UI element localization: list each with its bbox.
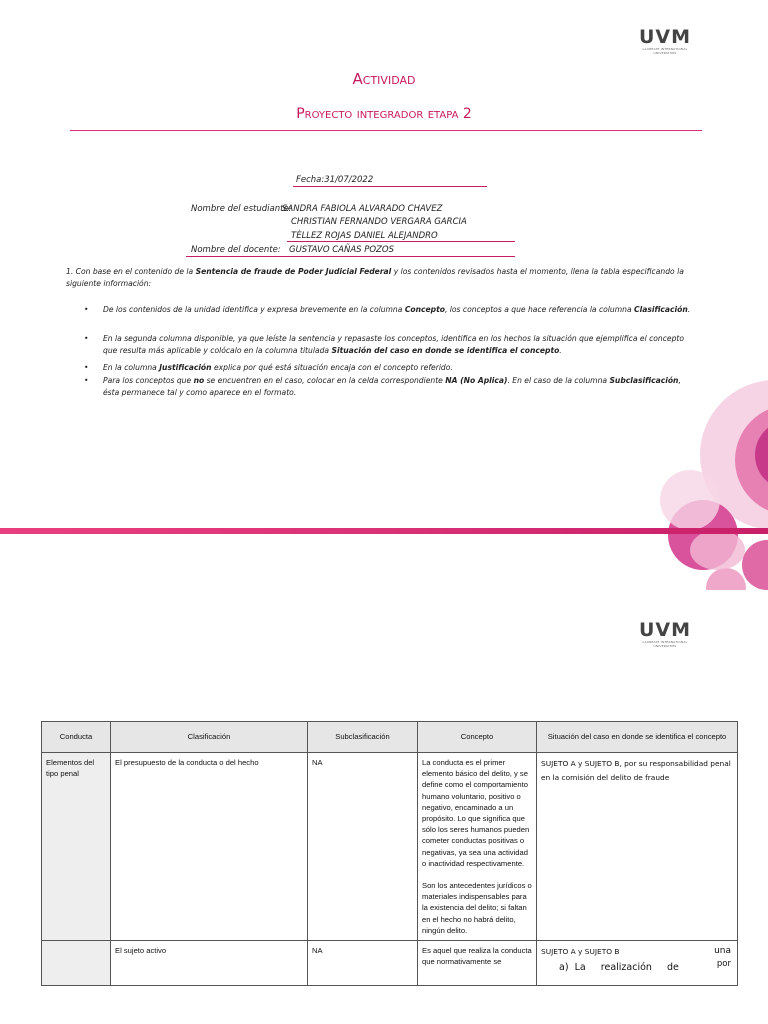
header-subclasificacion: Subclasificación <box>308 722 418 753</box>
uvm-logo <box>634 27 696 55</box>
cell-clasificacion: El presupuesto de la conducta o del hecho <box>111 753 308 941</box>
cell-subclasificacion: NA <box>308 941 418 986</box>
page-subtitle: Proyecto integrador etapa 2 <box>296 106 472 122</box>
concepto-paragraph-1: La conducta es el primer elemento básico del delito, y se define como el comportamiento humano voluntario, positivo o negativo, encaminado a un propósito. Lo que significa que sólo los seres humanos pueden cometer conductas positivas o negativas, ya sea una actividad o inactividad respectivamente. <box>422 758 530 868</box>
student-name-3: TÈLLEZ ROJAS DANIEL ALEJANDRO <box>291 231 438 241</box>
page-2 <box>0 590 768 1024</box>
teacher-underline <box>186 256 515 257</box>
header-clasificacion: Clasificación <box>111 722 308 753</box>
cell-situacion: SUJETO A y SUJETO B, por su responsabilidad penal en la comisión del delito de fraude <box>537 753 738 941</box>
header-situacion: Situación del caso en donde se identifica el concepto <box>537 722 738 753</box>
logo-tagline: LAUREATE INTERNATIONAL UNIVERSITIES <box>642 640 688 648</box>
cell-conducta: Elementos del tipo penal <box>42 753 111 941</box>
date-underline <box>293 186 487 187</box>
teacher-name: GUSTAVO CAÑAS POZOS <box>289 245 394 255</box>
logo-tagline: LAUREATE INTERNATIONAL UNIVERSITIES <box>642 47 688 55</box>
situacion-item-a: a) La realización de <box>559 962 679 974</box>
title-divider <box>70 130 702 131</box>
instructions-intro: 1. Con base en el contenido de la Sentencia de fraude de Poder Judicial Federal y los contenidos revisados hasta el momento, llena la tabla especificando la siguiente información: <box>66 267 684 288</box>
cell-situacion <box>537 941 738 986</box>
logo-text: UVM <box>638 619 692 641</box>
teacher-label: Nombre del docente: <box>191 245 281 255</box>
instruction-bullet: • De los contenidos de la unidad identifica y expresa brevemente en la columna Concepto, los conceptos a que hace referencia la columna Clasificación. <box>84 305 691 314</box>
cell-concepto <box>418 753 537 941</box>
cell-concepto: Es aquel que realiza la conducta que normativamente se <box>418 941 537 986</box>
concepto-paragraph-2: Son los antecedentes jurídicos o materiales indispensables para la existencia del delito; si faltan en el hecho no habrá delito, ningún delito. <box>422 881 532 935</box>
cell-subclasificacion: NA <box>308 753 418 941</box>
situacion-text: SUJETO A y SUJETO B <box>541 947 620 957</box>
instruction-bullet: • Para los conceptos que no se encuentren en el caso, colocar en la celda correspondiente NA (No Aplica). En el caso de la columna Subclasificación, ésta permanece tal y como aparece en el formato. <box>84 376 681 397</box>
student-label: Nombre del estudiante: <box>191 204 292 214</box>
uvm-logo <box>634 620 696 648</box>
cell-clasificacion: El sujeto activo <box>111 941 308 986</box>
situacion-tail: una <box>714 946 731 957</box>
table-row <box>42 753 738 941</box>
student-name-2: CHRISTIAN FERNANDO VERGARA GARCIA <box>291 217 467 227</box>
pink-band <box>0 528 768 534</box>
cell-conducta <box>42 941 111 986</box>
situacion-por: por <box>716 959 731 970</box>
table-header-row <box>42 722 738 753</box>
instruction-bullet: • En la columna Justificación explica por qué está situación encaja con el concepto referido. <box>84 363 453 372</box>
table-row <box>42 941 738 986</box>
date-field: Fecha:31/07/2022 <box>296 175 374 185</box>
concept-table <box>41 721 738 986</box>
header-concepto: Concepto <box>418 722 537 753</box>
header-conducta: Conducta <box>42 722 111 753</box>
logo-text: UVM <box>638 26 692 48</box>
student-name-1: SANDRA FABIOLA ALVARADO CHAVEZ <box>282 204 443 214</box>
page-title: Actividad <box>352 70 416 88</box>
student-underline <box>287 241 515 242</box>
instruction-bullet: • En la segunda columna disponible, ya que leíste la sentencia y repasaste los conceptos, identifica en los hechos la situación que ejemplifica el concepto que resulta más aplicable y colócalo en la columna titulada Situación del caso en donde se identifica el concepto. <box>84 334 685 355</box>
